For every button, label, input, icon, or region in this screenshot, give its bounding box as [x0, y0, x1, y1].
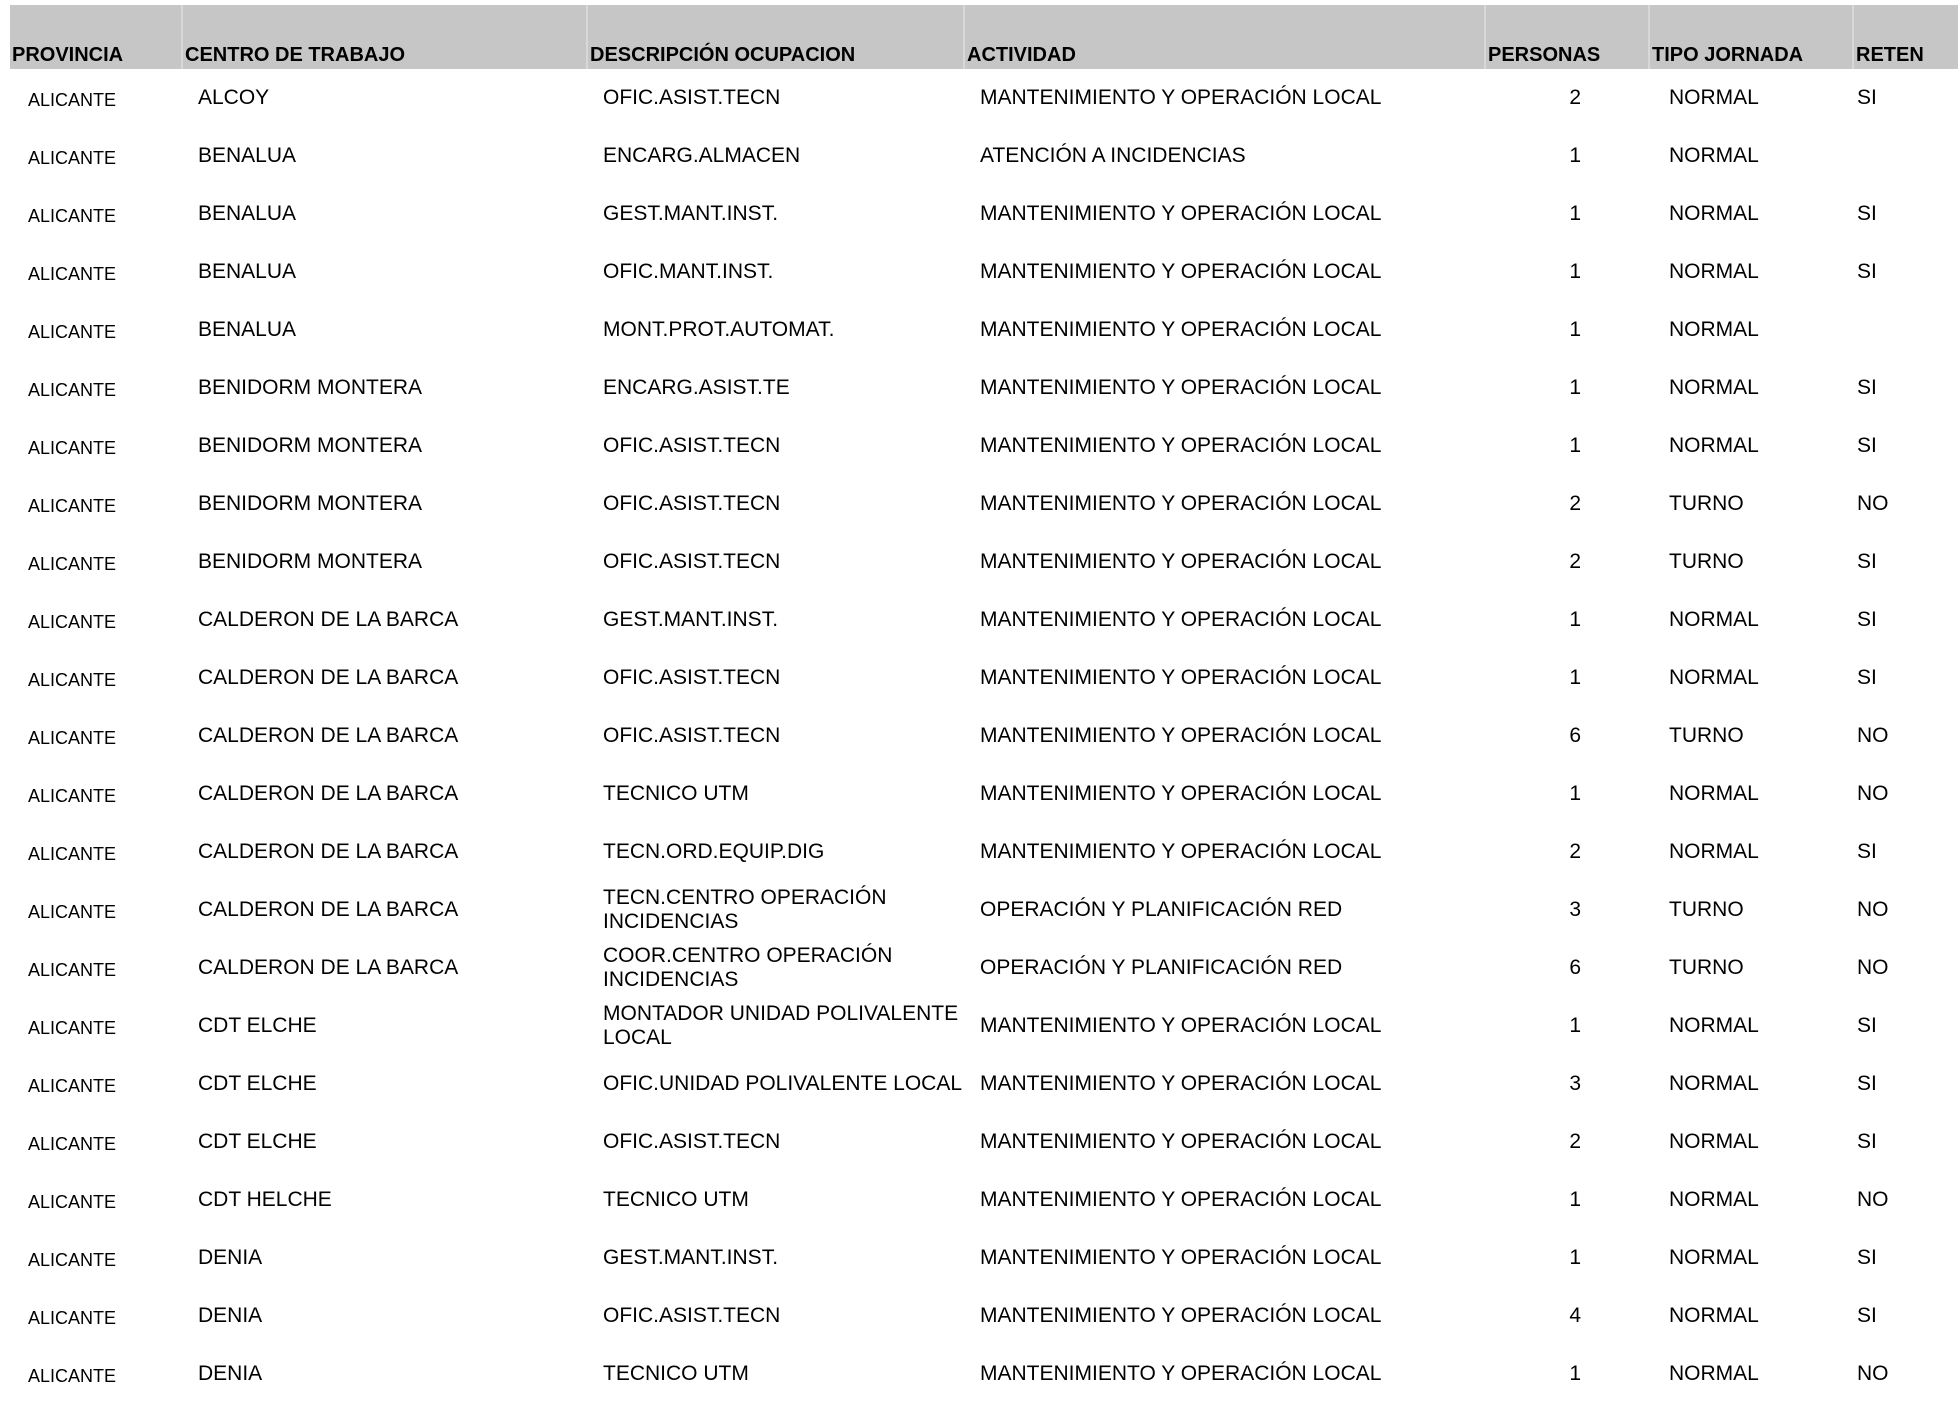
cell-descripcion-ocupacion[interactable]: OFIC.ASIST.TECN — [603, 492, 781, 515]
cell-centro-de-trabajo[interactable]: ALCOY — [198, 86, 270, 109]
cell-actividad[interactable]: MANTENIMIENTO Y OPERACIÓN LOCAL — [980, 1304, 1382, 1327]
cell-personas[interactable]: 1 — [1569, 666, 1581, 689]
cell-reten[interactable]: SI — [1857, 260, 1877, 283]
cell-reten[interactable]: SI — [1857, 434, 1877, 457]
cell-actividad[interactable]: MANTENIMIENTO Y OPERACIÓN LOCAL — [980, 1014, 1382, 1037]
cell-tipo-jornada[interactable]: NORMAL — [1669, 376, 1759, 399]
cell-reten[interactable]: SI — [1857, 840, 1877, 863]
cell-centro-de-trabajo[interactable]: CALDERON DE LA BARCA — [198, 666, 459, 689]
cell-actividad[interactable]: MANTENIMIENTO Y OPERACIÓN LOCAL — [980, 492, 1382, 515]
cell-descripcion-ocupacion[interactable]: TECNICO UTM — [603, 1362, 749, 1385]
cell-personas[interactable]: 1 — [1569, 1014, 1581, 1037]
cell-centro-de-trabajo[interactable]: CDT ELCHE — [198, 1130, 317, 1153]
cell-actividad[interactable]: MANTENIMIENTO Y OPERACIÓN LOCAL — [980, 550, 1382, 573]
cell-tipo-jornada[interactable]: NORMAL — [1669, 260, 1759, 283]
cell-reten[interactable]: SI — [1857, 1072, 1877, 1095]
cell-descripcion-ocupacion[interactable]: GEST.MANT.INST. — [603, 202, 779, 225]
cell-personas[interactable]: 3 — [1569, 898, 1581, 921]
cell-descripcion-ocupacion[interactable]: OFIC.ASIST.TECN — [603, 86, 781, 109]
cell-provincia[interactable]: ALICANTE — [28, 611, 117, 632]
table-row — [10, 69, 1958, 127]
cell-reten[interactable] — [1853, 301, 1958, 359]
cell-descripcion-ocupacion[interactable]: OFIC.ASIST.TECN — [603, 1304, 781, 1327]
table-row — [10, 1055, 1958, 1113]
cell-personas[interactable]: 1 — [1569, 144, 1581, 167]
table-row — [10, 1229, 1958, 1287]
table-row — [10, 359, 1958, 417]
cell-reten[interactable]: SI — [1857, 1304, 1877, 1327]
table-row — [10, 649, 1958, 707]
cell-centro-de-trabajo[interactable]: BENIDORM MONTERA — [198, 550, 423, 573]
cell-tipo-jornada[interactable]: NORMAL — [1669, 202, 1759, 225]
cell-actividad[interactable]: MANTENIMIENTO Y OPERACIÓN LOCAL — [980, 318, 1382, 341]
table-row — [10, 185, 1958, 243]
table-body — [10, 69, 1958, 1403]
cell-reten[interactable]: SI — [1857, 86, 1877, 109]
cell-actividad[interactable]: MANTENIMIENTO Y OPERACIÓN LOCAL — [980, 1246, 1382, 1269]
spreadsheet-sheet — [10, 5, 1958, 1403]
cell-reten[interactable]: SI — [1857, 1014, 1877, 1037]
cell-provincia[interactable]: ALICANTE — [28, 669, 117, 690]
cell-centro-de-trabajo[interactable]: CALDERON DE LA BARCA — [198, 782, 459, 805]
cell-tipo-jornada[interactable]: NORMAL — [1669, 1246, 1759, 1269]
cell-tipo-jornada[interactable]: NORMAL — [1669, 434, 1759, 457]
cell-reten[interactable]: NO — [1857, 782, 1889, 805]
table-row — [10, 301, 1958, 359]
cell-centro-de-trabajo[interactable]: DENIA — [198, 1362, 263, 1385]
cell-centro-de-trabajo[interactable]: CALDERON DE LA BARCA — [198, 608, 459, 631]
cell-personas[interactable]: 1 — [1569, 1188, 1581, 1211]
cell-actividad[interactable]: MANTENIMIENTO Y OPERACIÓN LOCAL — [980, 608, 1382, 631]
table-row — [10, 939, 1958, 997]
cell-provincia[interactable]: ALICANTE — [28, 147, 117, 168]
cell-descripcion-ocupacion[interactable]: OFIC.ASIST.TECN — [603, 434, 781, 457]
cell-provincia[interactable]: ALICANTE — [28, 437, 117, 458]
table-row — [10, 765, 1958, 823]
cell-provincia[interactable]: ALICANTE — [28, 959, 117, 980]
cell-personas[interactable]: 1 — [1569, 608, 1581, 631]
cell-actividad[interactable]: MANTENIMIENTO Y OPERACIÓN LOCAL — [980, 260, 1382, 283]
header-row — [10, 5, 1958, 69]
cell-descripcion-ocupacion[interactable]: OFIC.ASIST.TECN — [603, 724, 781, 747]
cell-tipo-jornada[interactable]: NORMAL — [1669, 1362, 1759, 1385]
table-row — [10, 997, 1958, 1055]
cell-personas[interactable]: 1 — [1569, 782, 1581, 805]
table-row — [10, 1287, 1958, 1345]
cell-provincia[interactable]: ALICANTE — [28, 1365, 117, 1386]
cell-descripcion-ocupacion[interactable]: ENCARG.ALMACEN — [603, 144, 801, 167]
cell-personas[interactable]: 2 — [1569, 550, 1581, 573]
cell-descripcion-ocupacion[interactable]: OFIC.MANT.INST. — [603, 260, 774, 283]
cell-centro-de-trabajo[interactable]: BENIDORM MONTERA — [198, 376, 423, 399]
cell-personas[interactable]: 1 — [1569, 1246, 1581, 1269]
cell-provincia[interactable]: ALICANTE — [28, 379, 117, 400]
cell-actividad[interactable]: MANTENIMIENTO Y OPERACIÓN LOCAL — [980, 1188, 1382, 1211]
table-row — [10, 533, 1958, 591]
table-row — [10, 417, 1958, 475]
cell-tipo-jornada[interactable]: NORMAL — [1669, 86, 1759, 109]
cell-actividad[interactable]: OPERACIÓN Y PLANIFICACIÓN RED — [980, 956, 1343, 979]
cell-centro-de-trabajo[interactable]: DENIA — [198, 1246, 263, 1269]
cell-actividad[interactable]: MANTENIMIENTO Y OPERACIÓN LOCAL — [980, 782, 1382, 805]
cell-tipo-jornada[interactable]: NORMAL — [1669, 1072, 1759, 1095]
cell-descripcion-ocupacion[interactable]: ENCARG.ASIST.TE — [603, 376, 790, 399]
cell-reten[interactable]: SI — [1857, 550, 1877, 573]
cell-personas[interactable]: 2 — [1569, 86, 1581, 109]
table-row — [10, 127, 1958, 185]
cell-actividad[interactable]: MANTENIMIENTO Y OPERACIÓN LOCAL — [980, 86, 1382, 109]
cell-reten[interactable]: SI — [1857, 1246, 1877, 1269]
header-descripcion-ocupacion: DESCRIPCIÓN OCUPACION — [587, 5, 964, 69]
cell-reten[interactable]: SI — [1857, 376, 1877, 399]
cell-tipo-jornada[interactable]: NORMAL — [1669, 1014, 1759, 1037]
cell-descripcion-ocupacion[interactable]: OFIC.ASIST.TECN — [603, 550, 781, 573]
cell-provincia[interactable]: ALICANTE — [28, 263, 117, 284]
cell-provincia[interactable]: ALICANTE — [28, 495, 117, 516]
cell-actividad[interactable]: MANTENIMIENTO Y OPERACIÓN LOCAL — [980, 666, 1382, 689]
cell-actividad[interactable]: MANTENIMIENTO Y OPERACIÓN LOCAL — [980, 1130, 1382, 1153]
cell-reten[interactable]: NO — [1857, 1362, 1889, 1385]
cell-centro-de-trabajo[interactable]: CALDERON DE LA BARCA — [198, 898, 459, 921]
cell-reten[interactable]: SI — [1857, 1130, 1877, 1153]
cell-tipo-jornada[interactable]: NORMAL — [1669, 1130, 1759, 1153]
cell-actividad[interactable]: OPERACIÓN Y PLANIFICACIÓN RED — [980, 898, 1343, 921]
cell-tipo-jornada[interactable]: NORMAL — [1669, 840, 1759, 863]
cell-descripcion-ocupacion[interactable]: OFIC.ASIST.TECN — [603, 1130, 781, 1153]
cell-personas[interactable]: 3 — [1569, 1072, 1581, 1095]
cell-tipo-jornada[interactable]: NORMAL — [1669, 318, 1759, 341]
cell-centro-de-trabajo[interactable]: BENALUA — [198, 260, 297, 283]
cell-centro-de-trabajo[interactable]: BENALUA — [198, 144, 297, 167]
staff-table — [10, 5, 1958, 1403]
cell-personas[interactable]: 2 — [1569, 492, 1581, 515]
cell-tipo-jornada[interactable]: NORMAL — [1669, 1188, 1759, 1211]
cell-descripcion-ocupacion[interactable]: OFIC.UNIDAD POLIVALENTE LOCAL — [603, 1072, 963, 1095]
cell-actividad[interactable]: ATENCIÓN A INCIDENCIAS — [980, 144, 1246, 167]
cell-provincia[interactable]: ALICANTE — [28, 843, 117, 864]
cell-tipo-jornada[interactable]: NORMAL — [1669, 1304, 1759, 1327]
cell-tipo-jornada[interactable]: TURNO — [1669, 724, 1744, 747]
cell-provincia[interactable]: ALICANTE — [28, 785, 117, 806]
cell-descripcion-ocupacion[interactable]: TECNICO UTM — [603, 1188, 749, 1211]
cell-personas[interactable]: 1 — [1569, 434, 1581, 457]
table-row — [10, 707, 1958, 765]
cell-provincia[interactable]: ALICANTE — [28, 321, 117, 342]
cell-descripcion-ocupacion[interactable]: GEST.MANT.INST. — [603, 608, 779, 631]
cell-actividad[interactable]: MANTENIMIENTO Y OPERACIÓN LOCAL — [980, 1072, 1382, 1095]
cell-centro-de-trabajo[interactable]: BENIDORM MONTERA — [198, 492, 423, 515]
table-row — [10, 591, 1958, 649]
table-row — [10, 1171, 1958, 1229]
cell-tipo-jornada[interactable]: TURNO — [1669, 550, 1744, 573]
cell-centro-de-trabajo[interactable]: CALDERON DE LA BARCA — [198, 956, 459, 979]
cell-provincia[interactable]: ALICANTE — [28, 1017, 117, 1038]
cell-provincia[interactable]: ALICANTE — [28, 1249, 117, 1270]
cell-reten[interactable]: NO — [1857, 1188, 1889, 1211]
cell-centro-de-trabajo[interactable]: BENALUA — [198, 202, 297, 225]
header-centro-de-trabajo: CENTRO DE TRABAJO — [182, 5, 587, 69]
table-row — [10, 1345, 1958, 1403]
cell-descripcion-ocupacion[interactable]: COOR.CENTRO OPERACIÓN INCIDENCIAS — [603, 944, 893, 991]
cell-personas[interactable]: 1 — [1569, 260, 1581, 283]
cell-personas[interactable]: 1 — [1569, 202, 1581, 225]
table-row — [10, 475, 1958, 533]
cell-personas[interactable]: 6 — [1569, 724, 1581, 747]
cell-actividad[interactable]: MANTENIMIENTO Y OPERACIÓN LOCAL — [980, 1362, 1382, 1385]
cell-tipo-jornada[interactable]: TURNO — [1669, 492, 1744, 515]
table-row — [10, 243, 1958, 301]
cell-descripcion-ocupacion[interactable]: TECN.ORD.EQUIP.DIG — [603, 840, 825, 863]
cell-tipo-jornada[interactable]: NORMAL — [1669, 144, 1759, 167]
header-reten: RETEN — [1853, 5, 1958, 69]
cell-provincia[interactable]: ALICANTE — [28, 1133, 117, 1154]
header-tipo-jornada: TIPO JORNADA — [1649, 5, 1853, 69]
cell-provincia[interactable]: ALICANTE — [28, 1307, 117, 1328]
cell-personas[interactable]: 2 — [1569, 1130, 1581, 1153]
cell-centro-de-trabajo[interactable]: DENIA — [198, 1304, 263, 1327]
cell-provincia[interactable]: ALICANTE — [28, 205, 117, 226]
table-row — [10, 823, 1958, 881]
cell-reten[interactable]: SI — [1857, 666, 1877, 689]
cell-provincia[interactable]: ALICANTE — [28, 901, 117, 922]
cell-centro-de-trabajo[interactable]: BENIDORM MONTERA — [198, 434, 423, 457]
cell-descripcion-ocupacion[interactable]: OFIC.ASIST.TECN — [603, 666, 781, 689]
cell-actividad[interactable]: MANTENIMIENTO Y OPERACIÓN LOCAL — [980, 434, 1382, 457]
cell-centro-de-trabajo[interactable]: CDT ELCHE — [198, 1014, 317, 1037]
cell-centro-de-trabajo[interactable]: CDT HELCHE — [198, 1188, 332, 1211]
cell-centro-de-trabajo[interactable]: CALDERON DE LA BARCA — [198, 724, 459, 747]
cell-actividad[interactable]: MANTENIMIENTO Y OPERACIÓN LOCAL — [980, 376, 1382, 399]
cell-centro-de-trabajo[interactable]: BENALUA — [198, 318, 297, 341]
cell-reten[interactable]: NO — [1857, 898, 1889, 921]
cell-personas[interactable]: 6 — [1569, 956, 1581, 979]
cell-tipo-jornada[interactable]: NORMAL — [1669, 666, 1759, 689]
cell-personas[interactable]: 1 — [1569, 318, 1581, 341]
cell-personas[interactable]: 2 — [1569, 840, 1581, 863]
cell-provincia[interactable]: ALICANTE — [28, 1075, 117, 1096]
cell-reten[interactable]: SI — [1857, 608, 1877, 631]
cell-personas[interactable]: 1 — [1569, 376, 1581, 399]
cell-tipo-jornada[interactable]: TURNO — [1669, 956, 1744, 979]
cell-reten[interactable]: SI — [1857, 202, 1877, 225]
cell-descripcion-ocupacion[interactable]: TECNICO UTM — [603, 782, 749, 805]
cell-tipo-jornada[interactable]: NORMAL — [1669, 608, 1759, 631]
cell-reten[interactable]: NO — [1857, 724, 1889, 747]
table-row — [10, 881, 1958, 939]
header-personas: PERSONAS — [1485, 5, 1649, 69]
cell-provincia[interactable]: ALICANTE — [28, 553, 117, 574]
cell-provincia[interactable]: ALICANTE — [28, 1191, 117, 1212]
cell-personas[interactable]: 1 — [1569, 1362, 1581, 1385]
cell-descripcion-ocupacion[interactable]: MONTADOR UNIDAD POLIVALENTE LOCAL — [603, 1002, 959, 1049]
cell-actividad[interactable]: MANTENIMIENTO Y OPERACIÓN LOCAL — [980, 840, 1382, 863]
cell-centro-de-trabajo[interactable]: CDT ELCHE — [198, 1072, 317, 1095]
cell-tipo-jornada[interactable]: TURNO — [1669, 898, 1744, 921]
cell-actividad[interactable]: MANTENIMIENTO Y OPERACIÓN LOCAL — [980, 202, 1382, 225]
cell-reten[interactable]: NO — [1857, 492, 1889, 515]
cell-provincia[interactable]: ALICANTE — [28, 727, 117, 748]
cell-personas[interactable]: 4 — [1569, 1304, 1581, 1327]
cell-descripcion-ocupacion[interactable]: MONT.PROT.AUTOMAT. — [603, 318, 835, 341]
cell-actividad[interactable]: MANTENIMIENTO Y OPERACIÓN LOCAL — [980, 724, 1382, 747]
cell-reten[interactable] — [1853, 127, 1958, 185]
cell-provincia[interactable]: ALICANTE — [28, 89, 117, 110]
cell-tipo-jornada[interactable]: NORMAL — [1669, 782, 1759, 805]
header-provincia: PROVINCIA — [10, 5, 182, 69]
header-actividad: ACTIVIDAD — [964, 5, 1485, 69]
cell-centro-de-trabajo[interactable]: CALDERON DE LA BARCA — [198, 840, 459, 863]
cell-descripcion-ocupacion[interactable]: GEST.MANT.INST. — [603, 1246, 779, 1269]
table-row — [10, 1113, 1958, 1171]
cell-reten[interactable]: NO — [1857, 956, 1889, 979]
cell-descripcion-ocupacion[interactable]: TECN.CENTRO OPERACIÓN INCIDENCIAS — [603, 886, 887, 933]
